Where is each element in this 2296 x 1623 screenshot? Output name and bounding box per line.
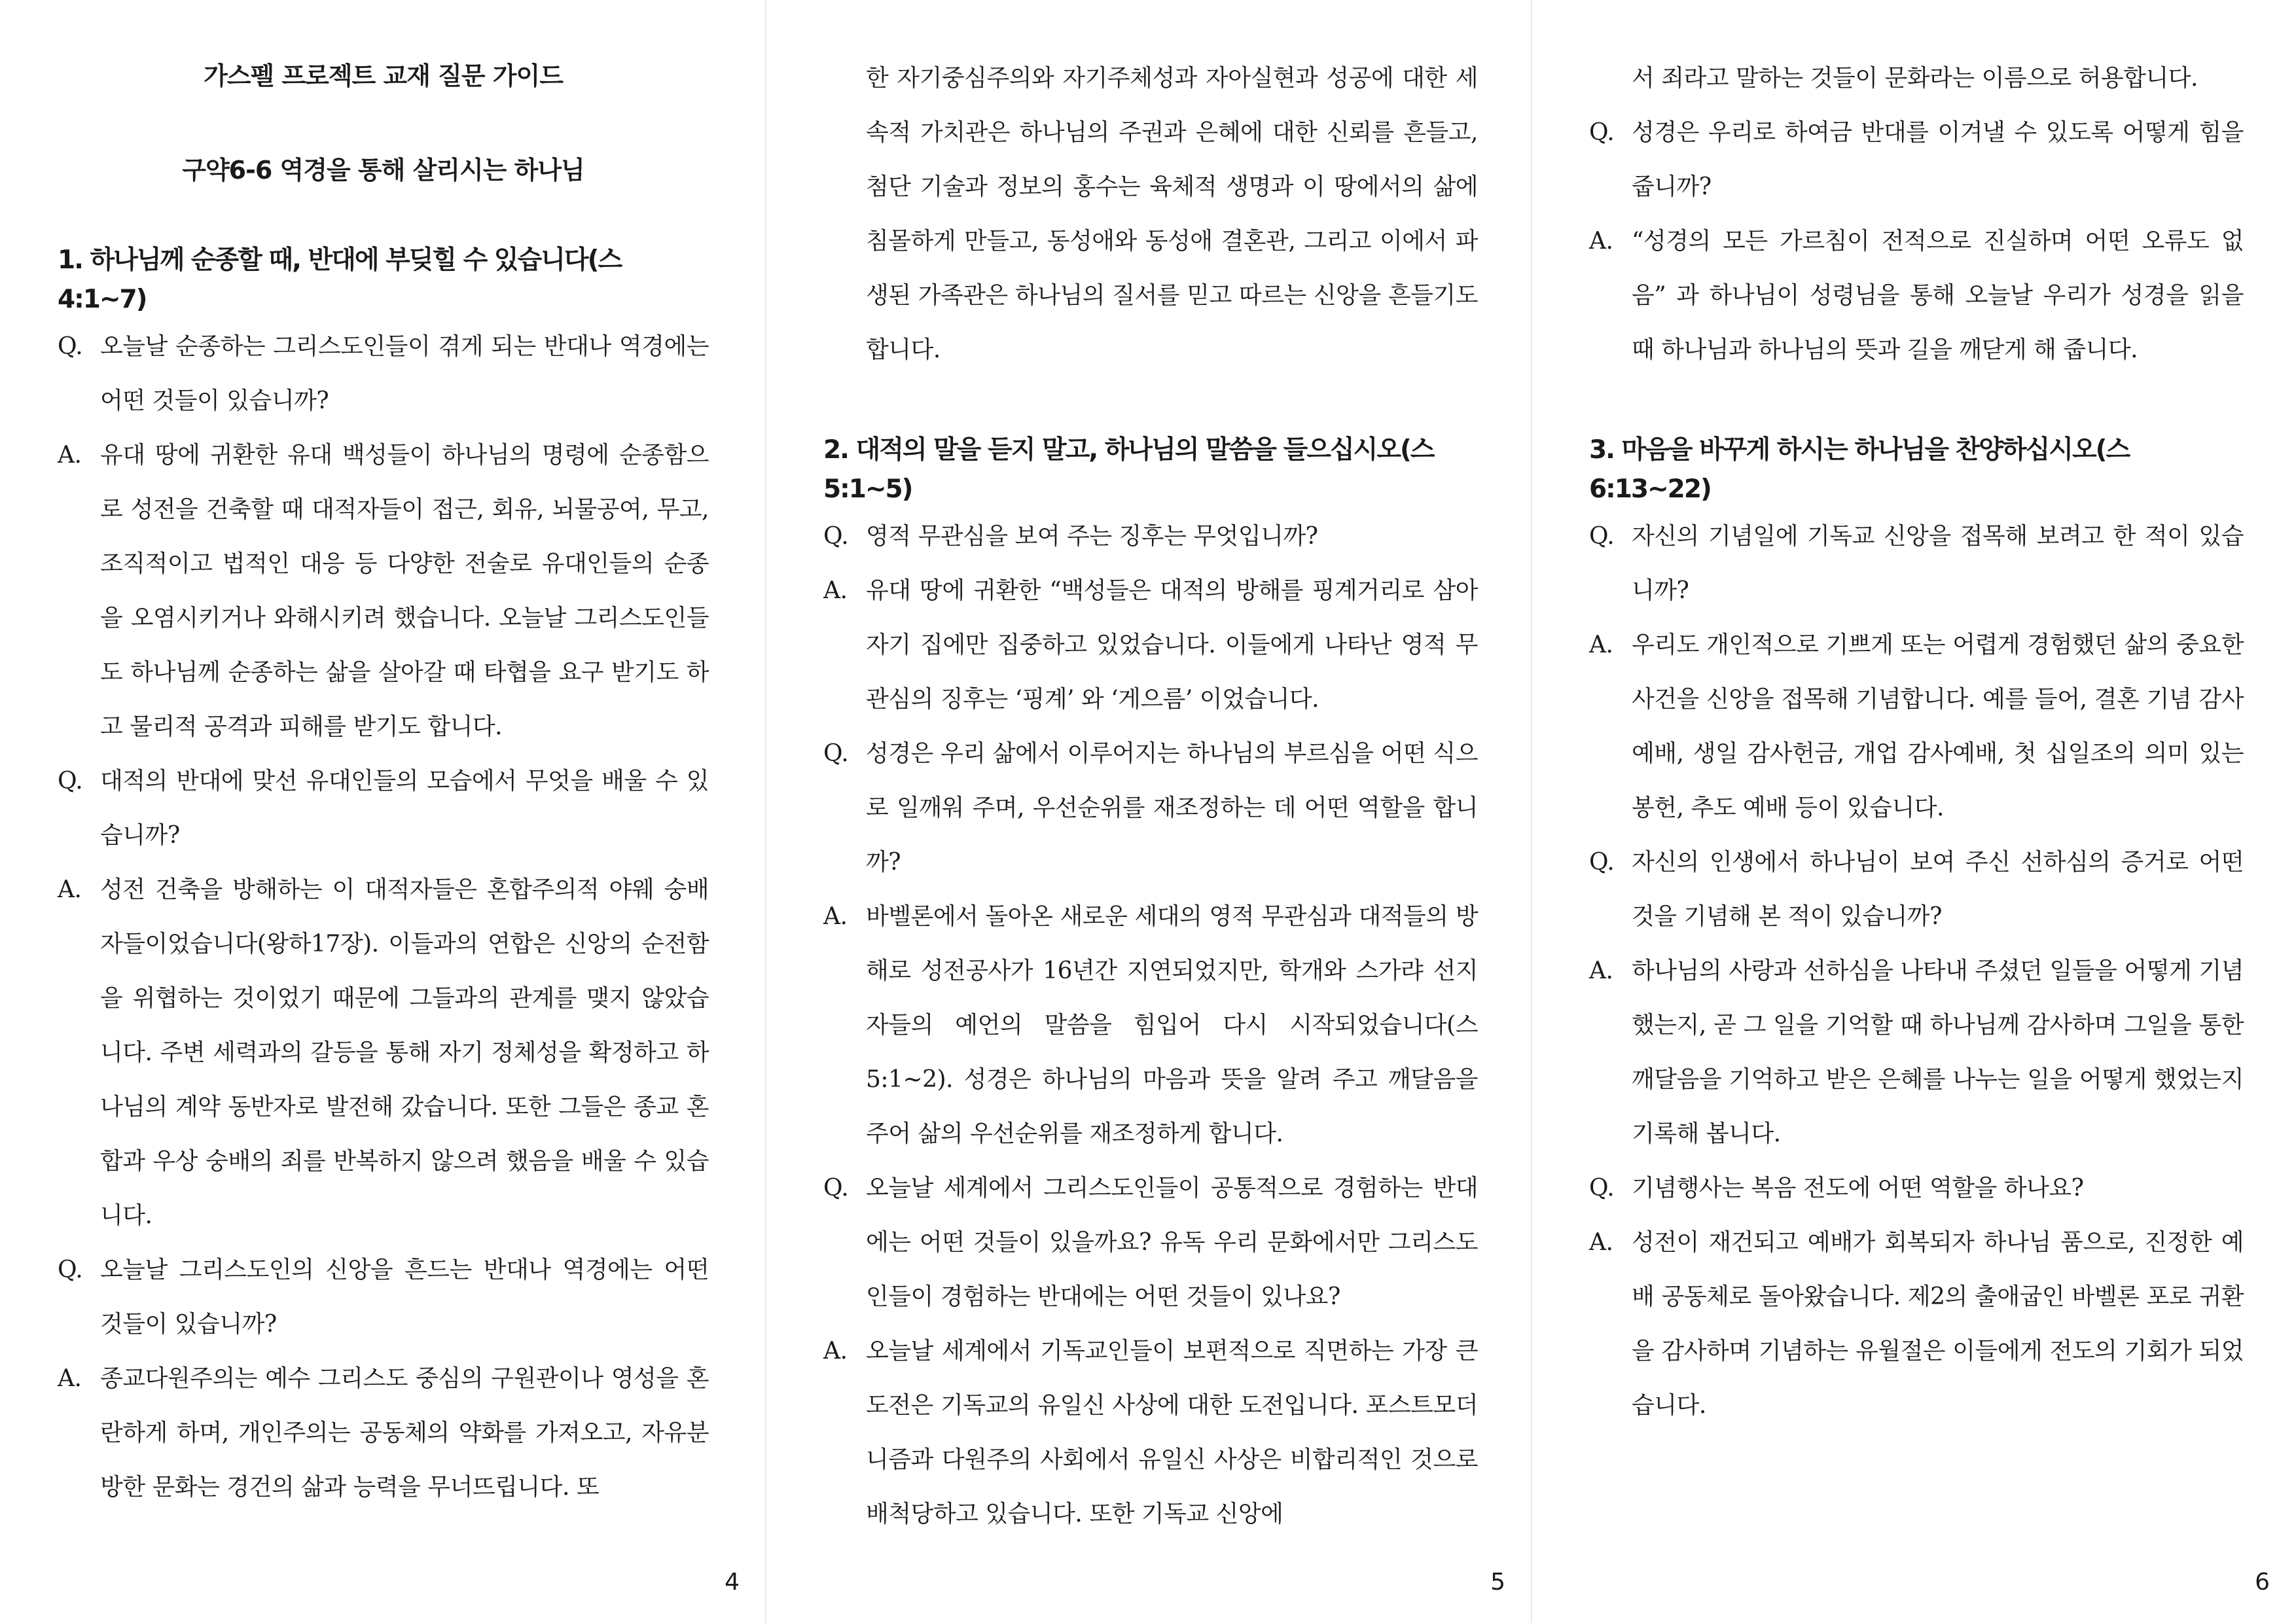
question-3-1 <box>1589 509 2244 618</box>
q-label: Q. <box>58 768 83 794</box>
answer-text: 성전이 재건되고 예배가 회복되자 하나님 품으로, 진정한 예배 공동체로 돌아왔습니다. 제2의 출애굽인 바벨론 포로 귀환을 감사하며 기념하는 유월절은 이들에게 전도의 기회가 되었습니다. <box>1632 1229 2244 1419</box>
question-text: 오늘날 순종하는 그리스도인들이 겪게 되는 반대나 역경에는 어떤 것들이 있습니까? <box>100 333 709 414</box>
answer-1-3 <box>58 1351 709 1514</box>
question-2-3 <box>823 1161 1478 1324</box>
question-2-4 <box>1589 105 2244 214</box>
question-1-3 <box>58 1243 709 1351</box>
answer-1-1 <box>58 428 709 754</box>
page-4-content <box>58 0 709 1514</box>
page-4 <box>0 0 766 1623</box>
q-label: Q. <box>58 1257 83 1283</box>
q-label: Q. <box>1589 523 1615 550</box>
page-6 <box>1532 0 2296 1623</box>
q-label: Q. <box>1589 1175 1615 1202</box>
document-title: 가스펠 프로젝트 교재 질문 가이드 <box>204 62 563 90</box>
q-label: Q. <box>823 523 849 550</box>
section-3-heading: 3. 마음을 바꾸게 하시는 하나님을 찬양하십시오(스 6:13~22) <box>1589 435 2130 504</box>
answer-text: 바벨론에서 돌아온 새로운 세대의 영적 무관심과 대적들의 방해로 성전공사가 16년간 지연되었지만, 학개와 스가랴 선지자들의 예언의 말씀을 힘입어 다시 시작되었습니다(스 5:1~2). 성경은 하나님의 마음과 뜻을 알려 주고 깨달음을 주어 삶의 우선순위를 재조정하게 합니다. <box>866 903 1478 1147</box>
a-label: A. <box>823 577 848 604</box>
question-text: 성경은 우리로 하여금 반대를 이겨낼 수 있도록 어떻게 힘을 줍니까? <box>1632 119 2244 200</box>
answer-text: 유대 땅에 귀환한 유대 백성들이 하나님의 명령에 순종함으로 성전을 건축할 때 대적자들이 접근, 회유, 뇌물공여, 무고, 조직적이고 법적인 대응 등 다양한 전술로 유대인들의 순종을 오염시키거나 와해시키려 했습니다. 오늘날 그리스도인들도 하나님께 순종하는 삶을 살아갈 때 타협을 요구 받기도 하고 물리적 공격과 피해를 받기도 합니다. <box>100 442 709 740</box>
a-label: A. <box>823 903 848 930</box>
question-1-1 <box>58 319 709 428</box>
answer-3-2 <box>1589 944 2244 1161</box>
question-text: 오늘날 그리스도인의 신앙을 흔드는 반대나 역경에는 어떤 것들이 있습니까? <box>100 1257 709 1338</box>
answer-2-3-continued: 서 죄라고 말하는 것들이 문화라는 이름으로 허용합니다. <box>1632 65 2198 92</box>
section-2-heading: 2. 대적의 말을 듣지 말고, 하나님의 말씀을 들으십시오(스 5:1~5) <box>823 435 1434 504</box>
a-label: A. <box>58 442 82 469</box>
answer-text: 우리도 개인적으로 기쁘게 또는 어렵게 경험했던 삶의 중요한 사건을 신앙을 접목해 기념합니다. 예를 들어, 결혼 기념 감사예배, 생일 감사헌금, 개업 감사예배, 첫 십일조의 의미 있는 봉헌, 추도 예배 등이 있습니다. <box>1632 632 2244 821</box>
answer-2-1 <box>823 563 1478 726</box>
question-2-1 <box>823 509 1478 563</box>
page-number: 4 <box>725 1569 740 1596</box>
answer-2-2 <box>823 889 1478 1161</box>
answer-2-4 <box>1589 214 2244 377</box>
a-label: A. <box>1589 228 1613 255</box>
a-label: A. <box>823 1338 848 1364</box>
answer-1-2 <box>58 863 709 1243</box>
answer-text: 종교다원주의는 예수 그리스도 중심의 구원관이나 영성을 혼란하게 하며, 개인주의는 공동체의 약화를 가져오고, 자유분방한 문화는 경건의 삶과 능력을 무너뜨립니다. 또 <box>100 1365 709 1501</box>
page-5 <box>766 0 1532 1623</box>
question-text: 기념행사는 복음 전도에 어떤 역할을 하나요? <box>1632 1175 2084 1202</box>
a-label: A. <box>58 876 82 903</box>
a-label: A. <box>1589 957 1613 984</box>
answer-text: 오늘날 세계에서 기독교인들이 보편적으로 직면하는 가장 큰 도전은 기독교의 유일신 사상에 대한 도전입니다. 포스트모더니즘과 다원주의 사회에서 유일신 사상은 비합리적인 것으로 배척당하고 있습니다. 또한 기독교 신앙에 <box>866 1338 1478 1527</box>
page-number: 5 <box>1490 1569 1505 1596</box>
a-label: A. <box>1589 1229 1613 1256</box>
answer-text: 유대 땅에 귀환한 “백성들은 대적의 방해를 핑계거리로 삼아 자기 집에만 집중하고 있었습니다. 이들에게 나타난 영적 무관심의 징후는 ‘핑계’ 와 ‘게으름’ 이었습니다. <box>866 577 1478 713</box>
question-1-2 <box>58 754 709 863</box>
answer-text: 성전 건축을 방해하는 이 대적자들은 혼합주의적 야웨 숭배자들이었습니다(왕하17장). 이들과의 연합은 신앙의 순전함을 위협하는 것이었기 때문에 그들과의 관계를 맺지 않았습니다. 주변 세력과의 갈등을 통해 자기 정체성을 확정하고 하나님의 계약 동반자로 발전해 갔습니다. 또한 그들은 종교 혼합과 우상 숭배의 죄를 반복하지 않으려 했음을 배울 수 있습니다. <box>100 876 709 1229</box>
answer-2-3 <box>823 1324 1478 1541</box>
answer-text: 하나님의 사랑과 선하심을 나타내 주셨던 일들을 어떻게 기념했는지, 곧 그 일을 기억할 때 하나님께 감사하며 그일을 통한 깨달음을 기억하고 받은 은혜를 나누는 일을 어떻게 했었는지 기록해 봅니다. <box>1632 957 2244 1147</box>
question-3-2 <box>1589 835 2244 944</box>
answer-3-1 <box>1589 618 2244 835</box>
question-text: 성경은 우리 삶에서 이루어지는 하나님의 부르심을 어떤 식으로 일깨워 주며, 우선순위를 재조정하는 데 어떤 역할을 합니까? <box>866 740 1478 876</box>
question-3-3 <box>1589 1161 2244 1215</box>
a-label: A. <box>58 1365 82 1392</box>
q-label: Q. <box>823 1175 849 1202</box>
a-label: A. <box>1589 632 1613 658</box>
question-text: 자신의 기념일에 기독교 신앙을 접목해 보려고 한 적이 있습니까? <box>1632 523 2244 604</box>
answer-3-3 <box>1589 1215 2244 1433</box>
page-number: 6 <box>2255 1569 2270 1596</box>
page-5-content <box>823 0 1478 1541</box>
answer-1-3-continued: 한 자기중심주의와 자기주체성과 자아실현과 성공에 대한 세속적 가치관은 하나님의 주권과 은혜에 대한 신뢰를 흔들고, 첨단 기술과 정보의 홍수는 육체적 생명과 이 땅에서의 삶에 침몰하게 만들고, 동성애와 동성애 결혼관, 그리고 이에서 파생된 가족관은 하나님의 질서를 믿고 따르는 신앙을 흔들기도 합니다. <box>866 65 1478 363</box>
question-text: 대적의 반대에 맞선 유대인들의 모습에서 무엇을 배울 수 있습니까? <box>100 768 709 849</box>
section-1-heading: 1. 하나님께 순종할 때, 반대에 부딪힐 수 있습니다(스 4:1~7) <box>58 245 622 314</box>
answer-text: “성경의 모든 가르침이 전적으로 진실하며 어떤 오류도 없음” 과 하나님이 성령님을 통해 오늘날 우리가 성경을 읽을 때 하나님과 하나님의 뜻과 길을 깨닫게 해 줍니다. <box>1632 228 2244 363</box>
page-6-content <box>1589 0 2244 1433</box>
lesson-title: 구약6-6 역경을 통해 살리시는 하나님 <box>182 156 584 185</box>
question-2-2 <box>823 726 1478 889</box>
question-text: 영적 무관심을 보여 주는 징후는 무엇입니까? <box>866 523 1318 550</box>
question-text: 오늘날 세계에서 그리스도인들이 공통적으로 경험하는 반대에는 어떤 것들이 있을까요? 유독 우리 문화에서만 그리스도인들이 경험하는 반대에는 어떤 것들이 있나요? <box>866 1175 1478 1310</box>
q-label: Q. <box>823 740 849 767</box>
q-label: Q. <box>1589 119 1615 146</box>
question-text: 자신의 인생에서 하나님이 보여 주신 선하심의 증거로 어떤 것을 기념해 본 적이 있습니까? <box>1632 849 2244 930</box>
q-label: Q. <box>58 333 83 360</box>
q-label: Q. <box>1589 849 1615 876</box>
